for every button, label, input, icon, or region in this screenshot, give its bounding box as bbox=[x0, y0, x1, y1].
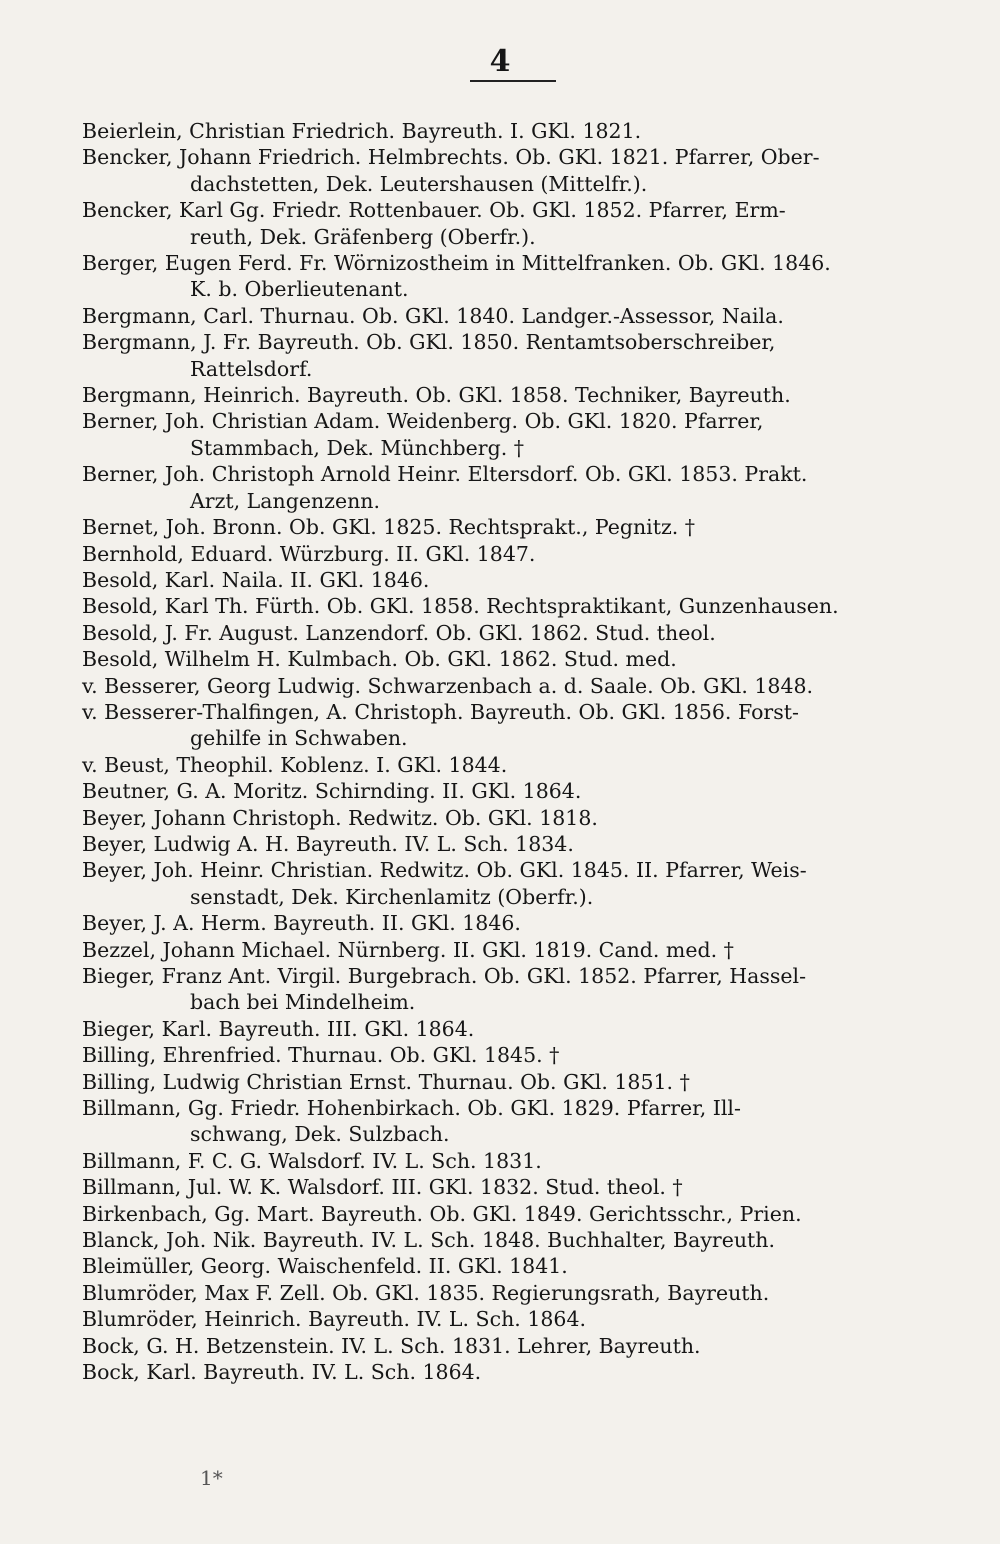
register-entry bbox=[82, 673, 962, 699]
register-entry bbox=[82, 1042, 962, 1068]
entry-text: Billing, Ehrenfried. Thurnau. Ob. GKl. 1845. † bbox=[82, 1043, 560, 1068]
register-entry bbox=[82, 514, 962, 540]
register-entry bbox=[82, 1280, 962, 1306]
register-entry bbox=[82, 144, 962, 197]
entry-text: Bergmann, Carl. Thurnau. Ob. GKl. 1840. Landger.-Assessor, Naila. bbox=[82, 303, 784, 328]
entry-text: Blumröder, Heinrich. Bayreuth. IV. L. Sch. 1864. bbox=[82, 1307, 587, 1332]
entry-continuation: senstadt, Dek. Kirchenlamitz (Oberfr.). bbox=[190, 884, 594, 909]
entry-text: Blanck, Joh. Nik. Bayreuth. IV. L. Sch. 1848. Buchhalter, Bayreuth. bbox=[82, 1228, 776, 1253]
register-entry bbox=[82, 197, 962, 250]
register-entry bbox=[82, 567, 962, 593]
register-entries bbox=[82, 118, 962, 1386]
register-entry bbox=[82, 1306, 962, 1332]
entry-text: v. Besserer, Georg Ludwig. Schwarzenbach a. d. Saale. Ob. GKl. 1848. bbox=[82, 673, 814, 698]
entry-continuation: gehilfe in Schwaben. bbox=[190, 726, 408, 751]
entry-text: Bezzel, Johann Michael. Nürnberg. II. GKl. 1819. Cand. med. † bbox=[82, 937, 734, 962]
register-entry bbox=[82, 778, 962, 804]
entry-text: Blumröder, Max F. Zell. Ob. GKl. 1835. Regierungsrath, Bayreuth. bbox=[82, 1280, 770, 1305]
entry-text: Beyer, J. A. Herm. Bayreuth. II. GKl. 1846. bbox=[82, 911, 521, 936]
entry-text: Bencker, Karl Gg. Friedr. Rottenbauer. Ob. GKl. 1852. Pfarrer, Erm- bbox=[82, 198, 786, 223]
entry-text: Beierlein, Christian Friedrich. Bayreuth. I. GKl. 1821. bbox=[82, 119, 642, 143]
entry-text: Bergmann, Heinrich. Bayreuth. Ob. GKl. 1858. Techniker, Bayreuth. bbox=[82, 383, 791, 408]
entry-text: v. Beust, Theophil. Koblenz. I. GKl. 1844. bbox=[82, 752, 508, 777]
register-entry bbox=[82, 937, 962, 963]
entry-text: Beyer, Joh. Heinr. Christian. Redwitz. Ob. GKl. 1845. II. Pfarrer, Weis- bbox=[82, 858, 807, 883]
register-entry bbox=[82, 1069, 962, 1095]
entry-continuation: K. b. Oberlieutenant. bbox=[190, 277, 409, 302]
register-entry bbox=[82, 1333, 962, 1359]
entry-text: Bencker, Johann Friedrich. Helmbrechts. Ob. GKl. 1821. Pfarrer, Ober- bbox=[82, 145, 820, 170]
register-entry bbox=[82, 1253, 962, 1279]
register-entry bbox=[82, 250, 962, 303]
entry-text: Billmann, Gg. Friedr. Hohenbirkach. Ob. GKl. 1829. Pfarrer, Ill- bbox=[82, 1096, 741, 1121]
entry-text: Besold, Karl Th. Fürth. Ob. GKl. 1858. Rechtspraktikant, Gunzenhausen. bbox=[82, 594, 839, 619]
entry-text: Besold, J. Fr. August. Lanzendorf. Ob. GKl. 1862. Stud. theol. bbox=[82, 620, 716, 645]
register-entry bbox=[82, 1227, 962, 1253]
register-entry bbox=[82, 646, 962, 672]
register-entry bbox=[82, 382, 962, 408]
register-entry bbox=[82, 329, 962, 382]
register-entry bbox=[82, 910, 962, 936]
register-entry bbox=[82, 118, 962, 144]
entry-text: Billmann, F. C. G. Walsdorf. IV. L. Sch. 1831. bbox=[82, 1148, 542, 1173]
register-entry bbox=[82, 752, 962, 778]
register-entry bbox=[82, 541, 962, 567]
entry-text: Besold, Wilhelm H. Kulmbach. Ob. GKl. 1862. Stud. med. bbox=[82, 647, 677, 672]
register-entry bbox=[82, 620, 962, 646]
entry-continuation: Rattelsdorf. bbox=[190, 356, 313, 381]
register-entry bbox=[82, 593, 962, 619]
register-entry bbox=[82, 805, 962, 831]
register-entry bbox=[82, 1174, 962, 1200]
entry-text: Bernhold, Eduard. Würzburg. II. GKl. 1847. bbox=[82, 541, 536, 566]
entry-text: Billmann, Jul. W. K. Walsdorf. III. GKl. 1832. Stud. theol. † bbox=[82, 1175, 683, 1200]
entry-text: Bleimüller, Georg. Waischenfeld. II. GKl. 1841. bbox=[82, 1254, 568, 1279]
entry-text: Besold, Karl. Naila. II. GKl. 1846. bbox=[82, 567, 430, 592]
entry-text: Beyer, Johann Christoph. Redwitz. Ob. GKl. 1818. bbox=[82, 805, 598, 830]
entry-text: Berner, Joh. Christoph Arnold Heinr. Eltersdorf. Ob. GKl. 1853. Prakt. bbox=[82, 462, 808, 487]
register-entry bbox=[82, 303, 962, 329]
entry-text: Berner, Joh. Christian Adam. Weidenberg. Ob. GKl. 1820. Pfarrer, bbox=[82, 409, 764, 434]
register-entry bbox=[82, 1148, 962, 1174]
entry-text: Beutner, G. A. Moritz. Schirnding. II. GKl. 1864. bbox=[82, 779, 582, 804]
entry-continuation: dachstetten, Dek. Leutershausen (Mittelfr.). bbox=[190, 171, 648, 196]
register-entry bbox=[82, 461, 962, 514]
entry-continuation: schwang, Dek. Sulzbach. bbox=[190, 1122, 450, 1147]
entry-text: Billing, Ludwig Christian Ernst. Thurnau. Ob. GKl. 1851. † bbox=[82, 1069, 690, 1094]
register-entry bbox=[82, 1016, 962, 1042]
page-number: 4 bbox=[489, 44, 511, 79]
register-entry bbox=[82, 831, 962, 857]
entry-text: Bernet, Joh. Bronn. Ob. GKl. 1825. Rechtsprakt., Pegnitz. † bbox=[82, 515, 696, 540]
entry-text: Bergmann, J. Fr. Bayreuth. Ob. GKl. 1850. Rentamtsoberschreiber, bbox=[82, 330, 776, 355]
entry-continuation: Stammbach, Dek. Münchberg. † bbox=[190, 435, 525, 460]
entry-text: v. Besserer-Thalfingen, A. Christoph. Bayreuth. Ob. GKl. 1856. Forst- bbox=[82, 699, 799, 724]
entry-text: Bieger, Franz Ant. Virgil. Burgebrach. Ob. GKl. 1852. Pfarrer, Hassel- bbox=[82, 964, 806, 988]
entry-text: Bieger, Karl. Bayreuth. III. GKl. 1864. bbox=[82, 1016, 475, 1041]
signature-mark: 1* bbox=[200, 1466, 223, 1490]
entry-text: Beyer, Ludwig A. H. Bayreuth. IV. L. Sch. 1834. bbox=[82, 831, 574, 856]
register-entry bbox=[82, 1201, 962, 1227]
entry-text: Birkenbach, Gg. Mart. Bayreuth. Ob. GKl. 1849. Gerichtsschr., Prien. bbox=[82, 1201, 802, 1226]
entry-text: Berger, Eugen Ferd. Fr. Wörnizostheim in Mittelfranken. Ob. GKl. 1846. bbox=[82, 251, 831, 276]
register-entry bbox=[82, 857, 962, 910]
entry-continuation: Arzt, Langenzenn. bbox=[190, 488, 381, 513]
register-entry bbox=[82, 699, 962, 752]
entry-text: Bock, G. H. Betzenstein. IV. L. Sch. 1831. Lehrer, Bayreuth. bbox=[82, 1333, 701, 1358]
register-entry bbox=[82, 963, 962, 1016]
register-entry bbox=[82, 408, 962, 461]
register-entry bbox=[82, 1359, 962, 1385]
entry-continuation: bach bei Mindelheim. bbox=[190, 990, 416, 1015]
register-entry bbox=[82, 1095, 962, 1148]
entry-continuation: reuth, Dek. Gräfenberg (Oberfr.). bbox=[190, 224, 536, 249]
entry-text: Bock, Karl. Bayreuth. IV. L. Sch. 1864. bbox=[82, 1360, 482, 1385]
page-number-underline bbox=[470, 80, 556, 82]
